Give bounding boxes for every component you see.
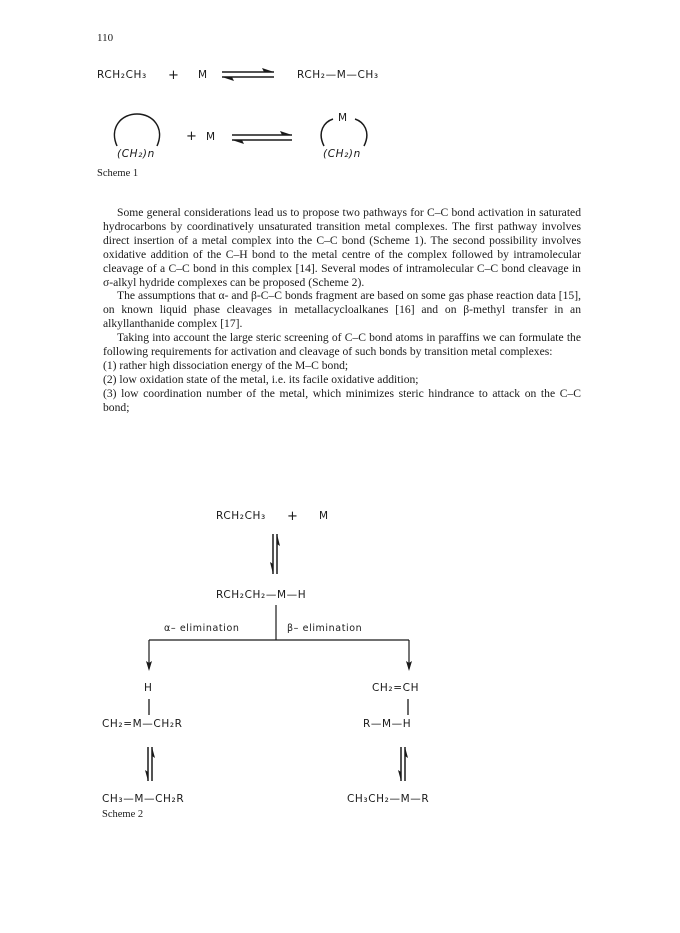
text-line: The assumptions that α- and β-C–C bonds fragment are based on some gas <box>117 289 465 303</box>
text-line: cleavage in σ-alkyl hydride complexes can be proposed (Scheme 2). <box>103 261 581 289</box>
scheme2-alpha-product: CH₃—M—CH₂R <box>102 793 185 805</box>
text-line: (3) low coordination number of the metal, which minimizes steric hindrance to <box>103 386 488 400</box>
scheme2-branch-lines <box>140 603 425 673</box>
scheme1-plus-2: + <box>186 129 198 144</box>
paragraph-2 <box>103 289 581 331</box>
scheme1-metal: M <box>198 69 208 81</box>
text-line: phase reaction data [15], on known liquid phase cleavages in metallacycloalkanes <box>103 289 581 317</box>
scheme2-beta-product: CH₃CH₂—M—R <box>347 793 430 805</box>
scheme2-beta-complex: R—M—H <box>363 718 412 730</box>
scheme-1 <box>0 0 680 200</box>
page-number: 110 <box>97 32 114 44</box>
scheme2-intermediate: RCH₂CH₂—M—H <box>216 589 307 601</box>
scheme1-ring-label: (CH₂)n <box>117 148 155 160</box>
scheme2-beta-label: β– elimination <box>287 623 363 634</box>
scheme-2 <box>0 495 680 835</box>
text-line: [16] and on β-methyl transfer in an alkyllanthanide complex [17]. <box>103 303 581 331</box>
scheme1-equilibrium-arrow <box>218 66 280 84</box>
scheme2-alpha-label: α– elimination <box>164 623 240 634</box>
scheme1-caption: Scheme 1 <box>97 168 139 179</box>
scheme1-product: RCH₂—M—CH₃ <box>297 69 379 81</box>
scheme2-equilibrium-arrow-alpha <box>143 743 157 785</box>
scheme2-alpha-hydride: H <box>144 682 153 694</box>
scheme1-metallacycle-label: (CH₂)n <box>323 148 361 160</box>
text-line: of a C–C bond in this complex [14]. Several modes of intramolecular C–C bond <box>146 261 525 275</box>
scheme2-equilibrium-arrow-1 <box>268 530 282 578</box>
requirement-1: (1) rather high dissociation energy of the M–C bond; <box>103 358 349 372</box>
scheme2-metal: M <box>319 510 329 522</box>
text-line: complexes. The first pathway involves direct insertion of a metal complex into the <box>103 219 581 247</box>
text-line: C–H bond to the metal centre of the complex followed by intramolecular cleavage <box>103 247 582 275</box>
scheme1-metal-2: M <box>206 131 216 143</box>
scheme1-metallacycle-metal: M <box>338 112 348 124</box>
text-line: C–C bond (Scheme 1). The second possibility involves oxidative addition of the <box>103 233 581 261</box>
body-text <box>103 206 581 415</box>
scheme1-reactant: RCH₂CH₃ <box>97 69 147 81</box>
scheme2-alpha-hm-bond <box>144 697 154 717</box>
scheme2-reactant: RCH₂CH₃ <box>216 510 266 522</box>
text-line: Taking into account the large steric screening of C–C bond atoms in paraffins we <box>117 331 497 345</box>
scheme2-beta-ch-bond <box>403 697 413 717</box>
scheme2-plus: + <box>287 509 299 524</box>
text-line: Some general considerations lead us to propose two pathways for C–C bond <box>117 206 475 219</box>
paragraph-3 <box>103 331 581 359</box>
text-line: can formulate the following requirements for activation and cleavage of such bonds <box>103 331 581 359</box>
requirement-3 <box>103 387 581 415</box>
text-line: activation in saturated hydrocarbons by coordinatively unsaturated transition metal <box>103 206 581 233</box>
text-line: attack on the C–C bond; <box>103 386 581 414</box>
requirement-2: (2) low oxidation state of the metal, i.e. its facile oxidative addition; <box>103 372 419 386</box>
scheme2-beta-alkene: CH₂=CH <box>372 682 420 694</box>
scheme2-caption: Scheme 2 <box>102 809 144 820</box>
scheme2-equilibrium-arrow-beta <box>396 743 410 785</box>
paragraph-1 <box>103 206 581 289</box>
scheme1-equilibrium-arrow-2 <box>228 129 298 147</box>
text-line: by transition metal complexes: <box>409 345 553 359</box>
scheme1-plus: + <box>168 68 180 83</box>
scheme2-alpha-carbene: CH₂=M—CH₂R <box>102 718 183 730</box>
